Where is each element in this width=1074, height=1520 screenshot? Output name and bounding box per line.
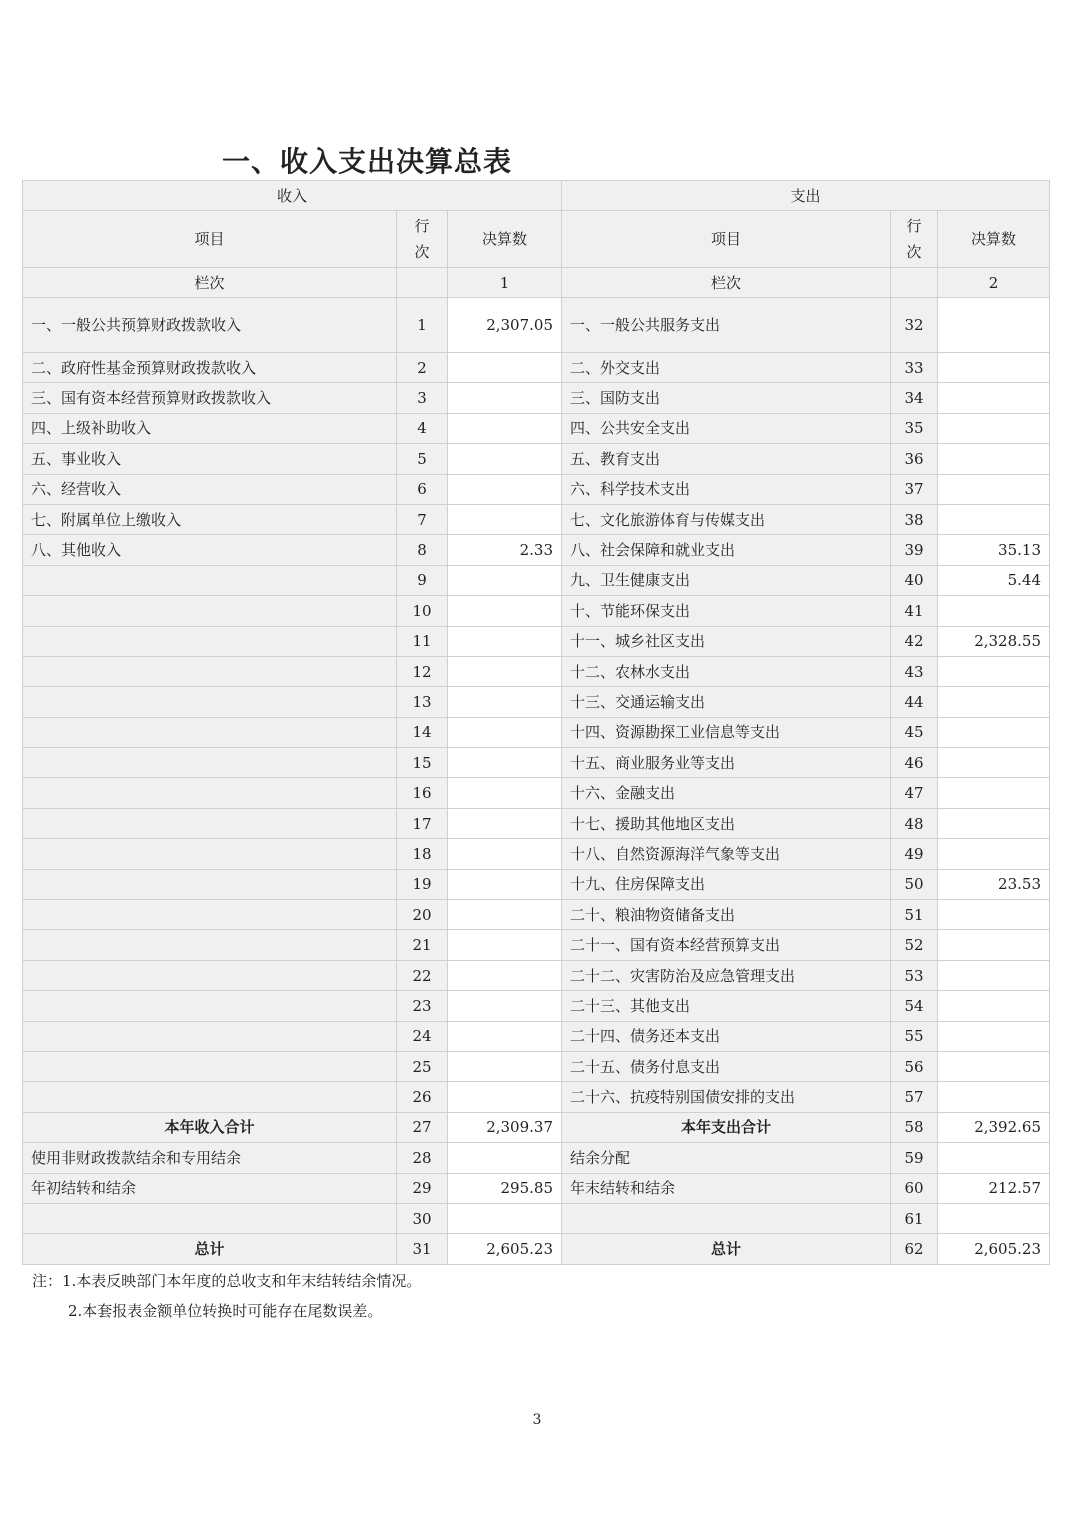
expense-line-cell: 43 [891,656,938,686]
expense-line-cell: 41 [891,596,938,626]
table-row [23,656,1050,686]
expense-amount-cell [938,1051,1050,1081]
income-amount-cell [448,869,562,899]
expense-amount-cell: 35.13 [938,535,1050,565]
expense-line-cell: 46 [891,748,938,778]
income-line-header: 行 次 [397,211,448,268]
expense-item-cell: 十、节能环保支出 [562,596,891,626]
income-amount-cell [448,717,562,747]
income-amount-cell [448,413,562,443]
expense-line-cell: 33 [891,353,938,383]
income-amount-cell [448,444,562,474]
income-item-cell: 本年收入合计 [23,1112,397,1142]
table-row [23,1051,1050,1081]
income-item-cell [23,565,397,595]
income-line-cell: 3 [397,383,448,413]
expense-item-cell: 十三、交通运输支出 [562,687,891,717]
expense-amount-cell [938,808,1050,838]
header-row-section [23,181,1050,211]
expense-column-blank [891,268,938,298]
expense-item-header: 项目 [562,211,891,268]
income-amount-cell [448,808,562,838]
income-line-cell: 19 [397,869,448,899]
expense-item-cell: 结余分配 [562,1143,891,1173]
expense-item-cell: 二十一、国有资本经营预算支出 [562,930,891,960]
footnotes [32,1266,421,1326]
table-row [23,930,1050,960]
expense-amount-cell [938,1021,1050,1051]
table-row [23,626,1050,656]
income-item-cell [23,1082,397,1112]
income-column-blank [397,268,448,298]
table-row [23,748,1050,778]
expense-amount-cell [938,778,1050,808]
table-row [23,1143,1050,1173]
table-row [23,565,1050,595]
expense-line-cell: 44 [891,687,938,717]
expense-amount-cell [938,748,1050,778]
income-line-cell: 4 [397,413,448,443]
income-header: 收入 [23,181,562,211]
income-item-cell [23,626,397,656]
expense-amount-cell [938,1082,1050,1112]
expense-item-cell: 八、社会保障和就业支出 [562,535,891,565]
income-amount-cell [448,1051,562,1081]
expense-item-cell: 十二、农林水支出 [562,656,891,686]
expense-item-cell: 二十四、债务还本支出 [562,1021,891,1051]
income-item-cell: 一、一般公共预算财政拨款收入 [23,298,397,353]
expense-line-header: 行 次 [891,211,938,268]
expense-amount-cell [938,930,1050,960]
page-title: 一、收入支出决算总表 [222,145,513,178]
income-item-cell [23,596,397,626]
income-item-cell [23,1203,397,1233]
income-column-no: 1 [448,268,562,298]
expense-amount-cell: 2,392.65 [938,1112,1050,1142]
income-amount-cell [448,900,562,930]
income-amount-cell: 2,605.23 [448,1234,562,1264]
expense-item-cell: 十五、商业服务业等支出 [562,748,891,778]
table-row [23,1173,1050,1203]
expense-line-cell: 56 [891,1051,938,1081]
expense-amount-cell [938,717,1050,747]
table-row [23,504,1050,534]
income-line-cell: 23 [397,991,448,1021]
income-amount-cell [448,687,562,717]
expense-line-cell: 48 [891,808,938,838]
income-item-header: 项目 [23,211,397,268]
expense-line-cell: 37 [891,474,938,504]
expense-item-cell: 二十、粮油物资储备支出 [562,900,891,930]
income-line-cell: 10 [397,596,448,626]
income-line-cell: 15 [397,748,448,778]
income-line-cell: 21 [397,930,448,960]
income-amount-cell [448,1082,562,1112]
expense-line-cell: 40 [891,565,938,595]
income-line-cell: 16 [397,778,448,808]
table-row [23,960,1050,990]
income-amount-cell: 2,307.05 [448,298,562,353]
income-amount-cell [448,626,562,656]
income-item-cell [23,1021,397,1051]
income-amount-cell: 295.85 [448,1173,562,1203]
expense-amount-cell: 2,605.23 [938,1234,1050,1264]
expense-line-cell: 57 [891,1082,938,1112]
income-amount-cell [448,565,562,595]
income-item-cell [23,778,397,808]
income-line-cell: 20 [397,900,448,930]
expense-line-cell: 60 [891,1173,938,1203]
expense-item-cell: 十四、资源勘探工业信息等支出 [562,717,891,747]
expense-amount-cell [938,991,1050,1021]
expense-line-cell: 39 [891,535,938,565]
expense-column-no: 2 [938,268,1050,298]
income-item-cell [23,991,397,1021]
income-line-cell: 25 [397,1051,448,1081]
income-amount-cell [448,383,562,413]
expense-line-cell: 59 [891,1143,938,1173]
expense-amount-cell [938,298,1050,353]
income-item-cell: 四、上级补助收入 [23,413,397,443]
expense-amount-cell [938,383,1050,413]
table-row [23,383,1050,413]
expense-amount-cell [938,900,1050,930]
income-line-cell: 14 [397,717,448,747]
income-line-cell: 11 [397,626,448,656]
table-row [23,687,1050,717]
income-line-cell: 5 [397,444,448,474]
table-row [23,444,1050,474]
income-item-cell [23,748,397,778]
income-amount-cell [448,1143,562,1173]
expense-line-cell: 34 [891,383,938,413]
income-amount-cell [448,839,562,869]
expense-amount-cell [938,353,1050,383]
expense-line-cell: 38 [891,504,938,534]
header-row-columns [23,211,1050,268]
expense-line-cell: 52 [891,930,938,960]
income-column-label: 栏次 [23,268,397,298]
expense-item-cell: 一、一般公共服务支出 [562,298,891,353]
expense-line-cell: 54 [891,991,938,1021]
expense-line-cell: 61 [891,1203,938,1233]
expense-amount-cell [938,839,1050,869]
income-line-cell: 1 [397,298,448,353]
table-row [23,1021,1050,1051]
income-amount-cell [448,596,562,626]
expense-item-cell: 十八、自然资源海洋气象等支出 [562,839,891,869]
table-row [23,991,1050,1021]
expense-amount-cell [938,1203,1050,1233]
expense-item-cell: 十一、城乡社区支出 [562,626,891,656]
income-item-cell [23,960,397,990]
income-item-cell: 三、国有资本经营预算财政拨款收入 [23,383,397,413]
table-row [23,900,1050,930]
expense-amount-cell: 23.53 [938,869,1050,899]
table-row [23,869,1050,899]
income-line-cell: 18 [397,839,448,869]
income-line-cell: 26 [397,1082,448,1112]
expense-line-cell: 42 [891,626,938,656]
income-amount-cell [448,778,562,808]
expense-item-cell: 七、文化旅游体育与传媒支出 [562,504,891,534]
income-line-cell: 6 [397,474,448,504]
income-item-cell: 年初结转和结余 [23,1173,397,1203]
income-item-cell: 总计 [23,1234,397,1264]
budget-summary-table [22,180,1050,1265]
table-row [23,778,1050,808]
expense-item-cell: 六、科学技术支出 [562,474,891,504]
expense-amount-cell [938,504,1050,534]
income-line-cell: 28 [397,1143,448,1173]
income-item-cell [23,900,397,930]
expense-item-cell: 三、国防支出 [562,383,891,413]
income-line-cell: 12 [397,656,448,686]
expense-amount-cell [938,444,1050,474]
income-item-cell [23,717,397,747]
income-item-cell: 使用非财政拨款结余和专用结余 [23,1143,397,1173]
expense-item-cell: 四、公共安全支出 [562,413,891,443]
income-line-cell: 9 [397,565,448,595]
income-line-cell: 27 [397,1112,448,1142]
expense-amount-cell [938,687,1050,717]
expense-item-cell: 二十二、灾害防治及应急管理支出 [562,960,891,990]
expense-amount-header: 决算数 [938,211,1050,268]
income-amount-cell [448,504,562,534]
table-row [23,298,1050,353]
income-amount-cell: 2.33 [448,535,562,565]
income-amount-header: 决算数 [448,211,562,268]
expense-line-cell: 35 [891,413,938,443]
income-item-cell: 二、政府性基金预算财政拨款收入 [23,353,397,383]
income-item-cell: 八、其他收入 [23,535,397,565]
expense-line-cell: 53 [891,960,938,990]
expense-item-cell: 十九、住房保障支出 [562,869,891,899]
expense-column-label: 栏次 [562,268,891,298]
table-row [23,353,1050,383]
expense-amount-cell [938,1143,1050,1173]
income-amount-cell [448,353,562,383]
income-line-cell: 22 [397,960,448,990]
income-amount-cell [448,748,562,778]
expense-item-cell: 二十六、抗疫特别国债安排的支出 [562,1082,891,1112]
income-amount-cell [448,474,562,504]
income-item-cell [23,930,397,960]
income-line-cell: 7 [397,504,448,534]
table-row [23,839,1050,869]
income-line-cell: 31 [397,1234,448,1264]
table-row [23,717,1050,747]
table-row [23,1082,1050,1112]
note-1: 注：1.本表反映部门本年度的总收支和年末结转结余情况。 [32,1272,422,1290]
table-row [23,1234,1050,1264]
expense-amount-cell: 5.44 [938,565,1050,595]
expense-item-cell: 二十五、债务付息支出 [562,1051,891,1081]
expense-header: 支出 [562,181,1050,211]
note-2: 2.本套报表金额单位转换时可能存在尾数误差。 [68,1302,383,1320]
expense-line-cell: 49 [891,839,938,869]
expense-item-cell: 十六、金融支出 [562,778,891,808]
expense-item-cell: 本年支出合计 [562,1112,891,1142]
table-row [23,1112,1050,1142]
income-amount-cell [448,930,562,960]
expense-line-cell: 51 [891,900,938,930]
expense-line-cell: 55 [891,1021,938,1051]
income-amount-cell: 2,309.37 [448,1112,562,1142]
expense-line-cell: 45 [891,717,938,747]
expense-amount-cell: 2,328.55 [938,626,1050,656]
income-amount-cell [448,656,562,686]
expense-line-cell: 36 [891,444,938,474]
table-row [23,413,1050,443]
income-line-cell: 24 [397,1021,448,1051]
table-row [23,535,1050,565]
income-amount-cell [448,1203,562,1233]
income-line-cell: 17 [397,808,448,838]
expense-item-cell: 二十三、其他支出 [562,991,891,1021]
income-item-cell [23,839,397,869]
expense-item-cell: 总计 [562,1234,891,1264]
income-line-cell: 8 [397,535,448,565]
income-amount-cell [448,991,562,1021]
expense-amount-cell: 212.57 [938,1173,1050,1203]
header-row-column-index [23,268,1050,298]
income-line-cell: 13 [397,687,448,717]
expense-amount-cell [938,474,1050,504]
expense-item-cell [562,1203,891,1233]
expense-amount-cell [938,656,1050,686]
expense-item-cell: 十七、援助其他地区支出 [562,808,891,838]
table-row [23,1203,1050,1233]
table-row [23,808,1050,838]
income-item-cell: 五、事业收入 [23,444,397,474]
income-amount-cell [448,960,562,990]
income-item-cell: 六、经营收入 [23,474,397,504]
expense-amount-cell [938,960,1050,990]
expense-item-cell: 五、教育支出 [562,444,891,474]
income-item-cell [23,869,397,899]
income-line-cell: 30 [397,1203,448,1233]
income-line-cell: 29 [397,1173,448,1203]
table-row [23,596,1050,626]
expense-amount-cell [938,596,1050,626]
expense-item-cell: 二、外交支出 [562,353,891,383]
income-item-cell: 七、附属单位上缴收入 [23,504,397,534]
expense-line-cell: 47 [891,778,938,808]
income-item-cell [23,808,397,838]
expense-line-cell: 32 [891,298,938,353]
page-number: 3 [532,1412,542,1428]
expense-line-cell: 50 [891,869,938,899]
expense-item-cell: 年末结转和结余 [562,1173,891,1203]
income-item-cell [23,656,397,686]
expense-item-cell: 九、卫生健康支出 [562,565,891,595]
income-item-cell [23,687,397,717]
income-line-cell: 2 [397,353,448,383]
expense-amount-cell [938,413,1050,443]
expense-line-cell: 62 [891,1234,938,1264]
income-item-cell [23,1051,397,1081]
income-amount-cell [448,1021,562,1051]
table-row [23,474,1050,504]
expense-line-cell: 58 [891,1112,938,1142]
